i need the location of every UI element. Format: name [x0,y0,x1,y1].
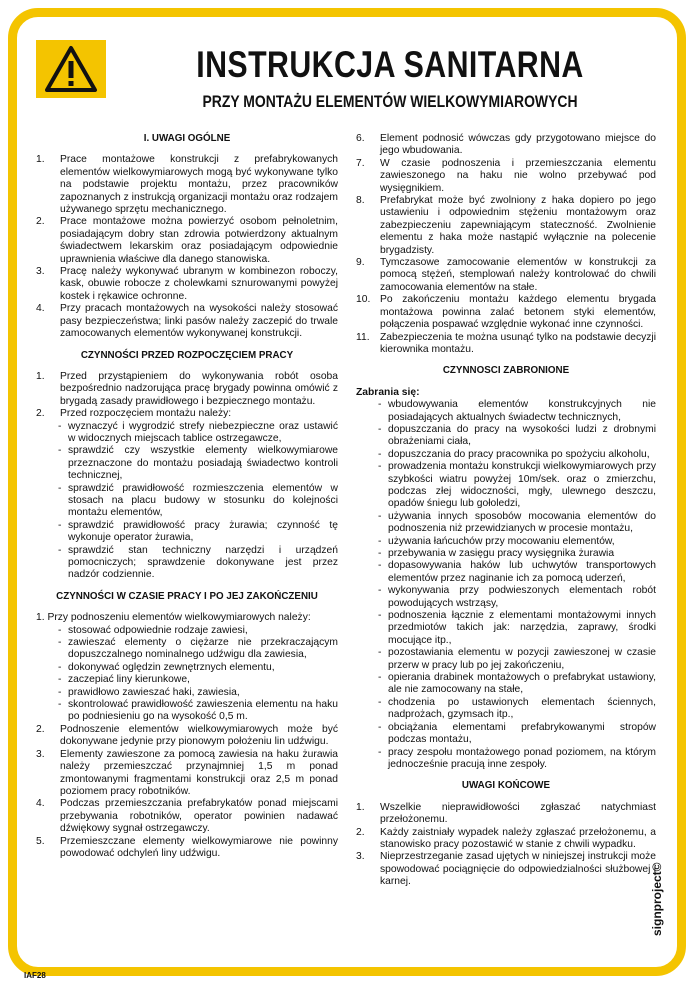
during-work-list-continued [356,133,656,356]
dash-item: - sprawdzić prawidłowość rozmieszczenia elementów w stosach na placu budowy w stosunku do kolejności montażu elementów, [58,482,338,519]
dash-item: - obciążania elementami prefabrykowanymi stropów podczas montażu, [378,721,656,746]
brand-logo-text: signproject© [650,862,664,936]
list-item: 4. Przy pracach montażowych na wysokości należy stosować pasy bezpieczeństwa; linki pasów należy zaczepić do trwale zamocowanych elementów wykonywanej konstrukcji. [36,303,338,340]
warning-triangle-icon [44,44,98,94]
dash-item: - prawidłowo zawieszać haki, zawiesia, [58,686,240,698]
dash-item: - zawieszać elementy o ciężarze nie przekraczającym dopuszczalnego nominalnego udźwigu dla zawiesia, [58,637,338,661]
list-item: 9. Tymczasowe zamocowanie elementów w konstrukcji za pomocą stężeń, stemplowań należy kontrolować do chwili zamocowania elementów na stałe. [356,257,656,293]
dash-item: - używania innych sposobów mocowania elementów do podnoszenia niż przewidzianych w procesie montażu, [378,510,656,535]
list-item: 7. W czasie podnoszenia i przemieszczania elementu zawieszonego na haku nie wolno przebywać pod wysięgnikiem. [356,157,656,194]
final-remarks-list [356,802,656,889]
dash-item: - chodzenia po ustawionych elementach ściennych, nadprożach, gzymsach itp., [378,696,656,721]
page-title: INSTRUKCJA SANITARNA [196,44,584,85]
dash-item: - dokonywać oględzin zewnętrznych elementu, [58,661,275,673]
list-item: 10. Po zakończeniu montażu każdego elementu brygada montażowa powinna zalać betonem styki elementów, połączenia pospawać względnie wykonać inne czynności. [356,294,656,331]
dash-item: - dopuszczania do pracy pracownika po spożyciu alkoholu, [378,448,650,460]
list-item: 2. Podnoszenie elementów wielkowymiarowych może być dokonywane jedynie przy pionowym położeniu lin udźwigu. [36,723,338,748]
list-item: 1. Wszelkie nieprawidłowości zgłaszać natychmiast przełożonemu. [356,801,656,826]
forbidden-intro: Zabrania się: [356,386,420,398]
list-item: 3. Nieprzestrzeganie zasad ujętych w niniejszej instrukcji może spowodować pociągnięcie do odpowiedzialności służbowej i karnej. [356,851,656,888]
section-title-final-remarks: UWAGI KOŃCOWE [461,780,551,792]
section-title-forbidden: CZYNNOSCI ZABRONIONE [442,365,570,377]
dash-item: - podnoszenia łącznie z elementami montażowymi innych przedmiotów takich jak: narzędzia, zaprawy, środki mocujące itp., [378,610,656,646]
list-item: 4. Podczas przemieszczania prefabrykatów ponad miejscami przebywania robotników, operator powinien nadawać dźwiękowy sygnał ostrzegawczy. [36,798,338,835]
list-item: 2. Przed rozpoczęciem montażu należy: [36,408,232,420]
section-title-before-work: CZYNNOŚCI PRZED ROZPOCZĘCIEM PRACY [80,349,294,361]
right-column [356,133,656,889]
list-item: 1. Przed przystąpieniem do wykonywania robót osoba bezpośrednio nadzorująca pracę brygady powinna omówić z brygadą zasady prawidłowego i bezpiecznego montażu. [36,370,338,407]
dash-item: - sprawdzić stan techniczny narzędzi i urządzeń pomocniczych; sprawdzenie dokonywane jest przez nadzór codziennie. [58,544,338,581]
during-work-intro: 1. Przy podnoszeniu elementów wielkowymiarowych należy: [36,612,311,624]
list-item: 3. Elementy zawieszone za pomocą zawiesia na haku żurawia należy przemieszczać przynajmniej 1,5 m ponad zmontowanymi fragmentami konstrukcji oraz 2,5 m ponad poziomem pracy robotników. [36,748,338,797]
dash-item: - opierania drabinek montażowych o prefabrykat ustawiony, ale nie zamocowany na stałe, [378,672,656,696]
dash-item: - zaczepiać liny kierunkowe, [58,674,190,686]
list-item: 1. Prace montażowe konstrukcji z prefabrykowanych elementów wielkowymiarowych mogą być wykonywane tylko na podstawie projektu montażu, przez pracowników zapoznanych z instrukcją organizacji montażu oraz rodzajem używanego sprzętu mechanicznego. [36,154,338,216]
list-item: 5. Przemieszczane elementy wielkowymiarowe nie powinny powodować odchyleń liny udźwigu. [36,835,338,859]
before-work-dash-list [36,421,338,582]
dash-item: - przebywania w zasięgu pracy wysięgnika żurawia [378,548,615,559]
left-column [36,133,338,860]
dash-item: - sprawdzić czy wszystkie elementy wielkowymiarowe przeznaczone do montażu posiadają świadectwo kontroli technicznej, [58,445,338,482]
dash-item: - używania łańcuchów przy mocowaniu elementów, [378,535,615,547]
section-title-during-work: CZYNNOŚCI W CZASIE PRACY I PO JEJ ZAKOŃCZENIU [56,590,318,602]
dash-item: - wyznaczyć i wygrodzić strefy niebezpieczne oraz ustawić w widocznych miejscach tablice ostrzegawcze, [58,420,338,444]
sign-code: IAF28 [24,971,46,980]
warning-sign-box [36,40,106,98]
section-title-general: I. UWAGI OGÓLNE [143,133,231,144]
dash-item: - stosować odpowiednie rodzaje zawiesi, [58,624,248,636]
forbidden-dash-list [356,399,656,771]
list-item: 3. Pracę należy wykonywać ubranym w kombinezon roboczy, kask, obuwie robocze z cholewkami sznurowanymi powyżej kostek i rękawice ochronne. [36,266,338,302]
list-item: 2. Prace montażowe można powierzyć osobom pełnoletnim, posiadającym dobry stan zdrowia potwierdzony aktualnym świadectwem lekarskim oraz posiadającym odpowiednie uprawnienia właściwe dla danego stanowiska. [36,216,338,265]
page-subtitle: PRZY MONTAŻU ELEMENTÓW WIELKOWYMIAROWYCH [202,92,578,111]
dash-item: - wykonywania przy podwieszonych elementach robót powodujących wstrząsy, [378,585,656,609]
dash-item: - prowadzenia montażu konstrukcji wielkowymiarowych przy szybkości wiatru powyżej 10m/sek. oraz o zmierzchu, podczas złej widoczności, mgły, ulewnego deszczu, opadów śniegu lub gołoledzi, [378,461,656,510]
during-work-list [36,724,338,860]
list-item: 8. Prefabrykat może być zwolniony z haka dopiero po jego ustawieniu i odpowiednim stężeniu montażowym oraz zabezpieczeniu zapewniającym stateczność. Zwolnienie elementu z haka może nastąpić wyłącznie na polecenie brygadzisty. [356,195,656,256]
dash-item: - skontrolować prawidłowość zawieszenia elementu na haku po podniesieniu go na wysokość 0,5 m. [58,699,338,723]
list-item: 2. Każdy zaistniały wypadek należy zgłaszać przełożonemu, a stanowisko pracy pozostawić w stanie z chwili wypadku. [356,826,656,850]
dash-item: - pracy zespołu montażowego ponad poziomem, na którym jednocześnie pracują inne zespoły. [378,746,656,770]
during-work-dash-list [36,625,338,724]
before-work-list [36,371,338,421]
dash-item: - wbudowywania elementów konstrukcyjnych nie posiadających aktualnych świadectw technicznych, [378,399,656,423]
list-item: 11. Zabezpieczenia te można usunąć tylko na podstawie decyzji kierownika montażu. [356,331,656,355]
dash-item: - sprawdzić prawidłowość pracy żurawia; czynność tę wykonuje operator żurawia, [58,519,338,544]
dash-item: - dopuszczania do pracy na wysokości ludzi z drobnymi obrażeniami ciała, [378,423,656,448]
dash-item: - dopasowywania haków lub uchwytów transportowych elementów przez naginanie ich za pomocą uderzeń, [378,560,656,584]
dash-item: - pozostawiania elementu w pozycji zawieszonej w czasie przerw w pracy lub po jej zakończeniu, [378,647,656,671]
list-item: 6. Element podnosić wówczas gdy przygotowano miejsce do jego wbudowania. [356,133,656,157]
general-list [36,154,338,340]
